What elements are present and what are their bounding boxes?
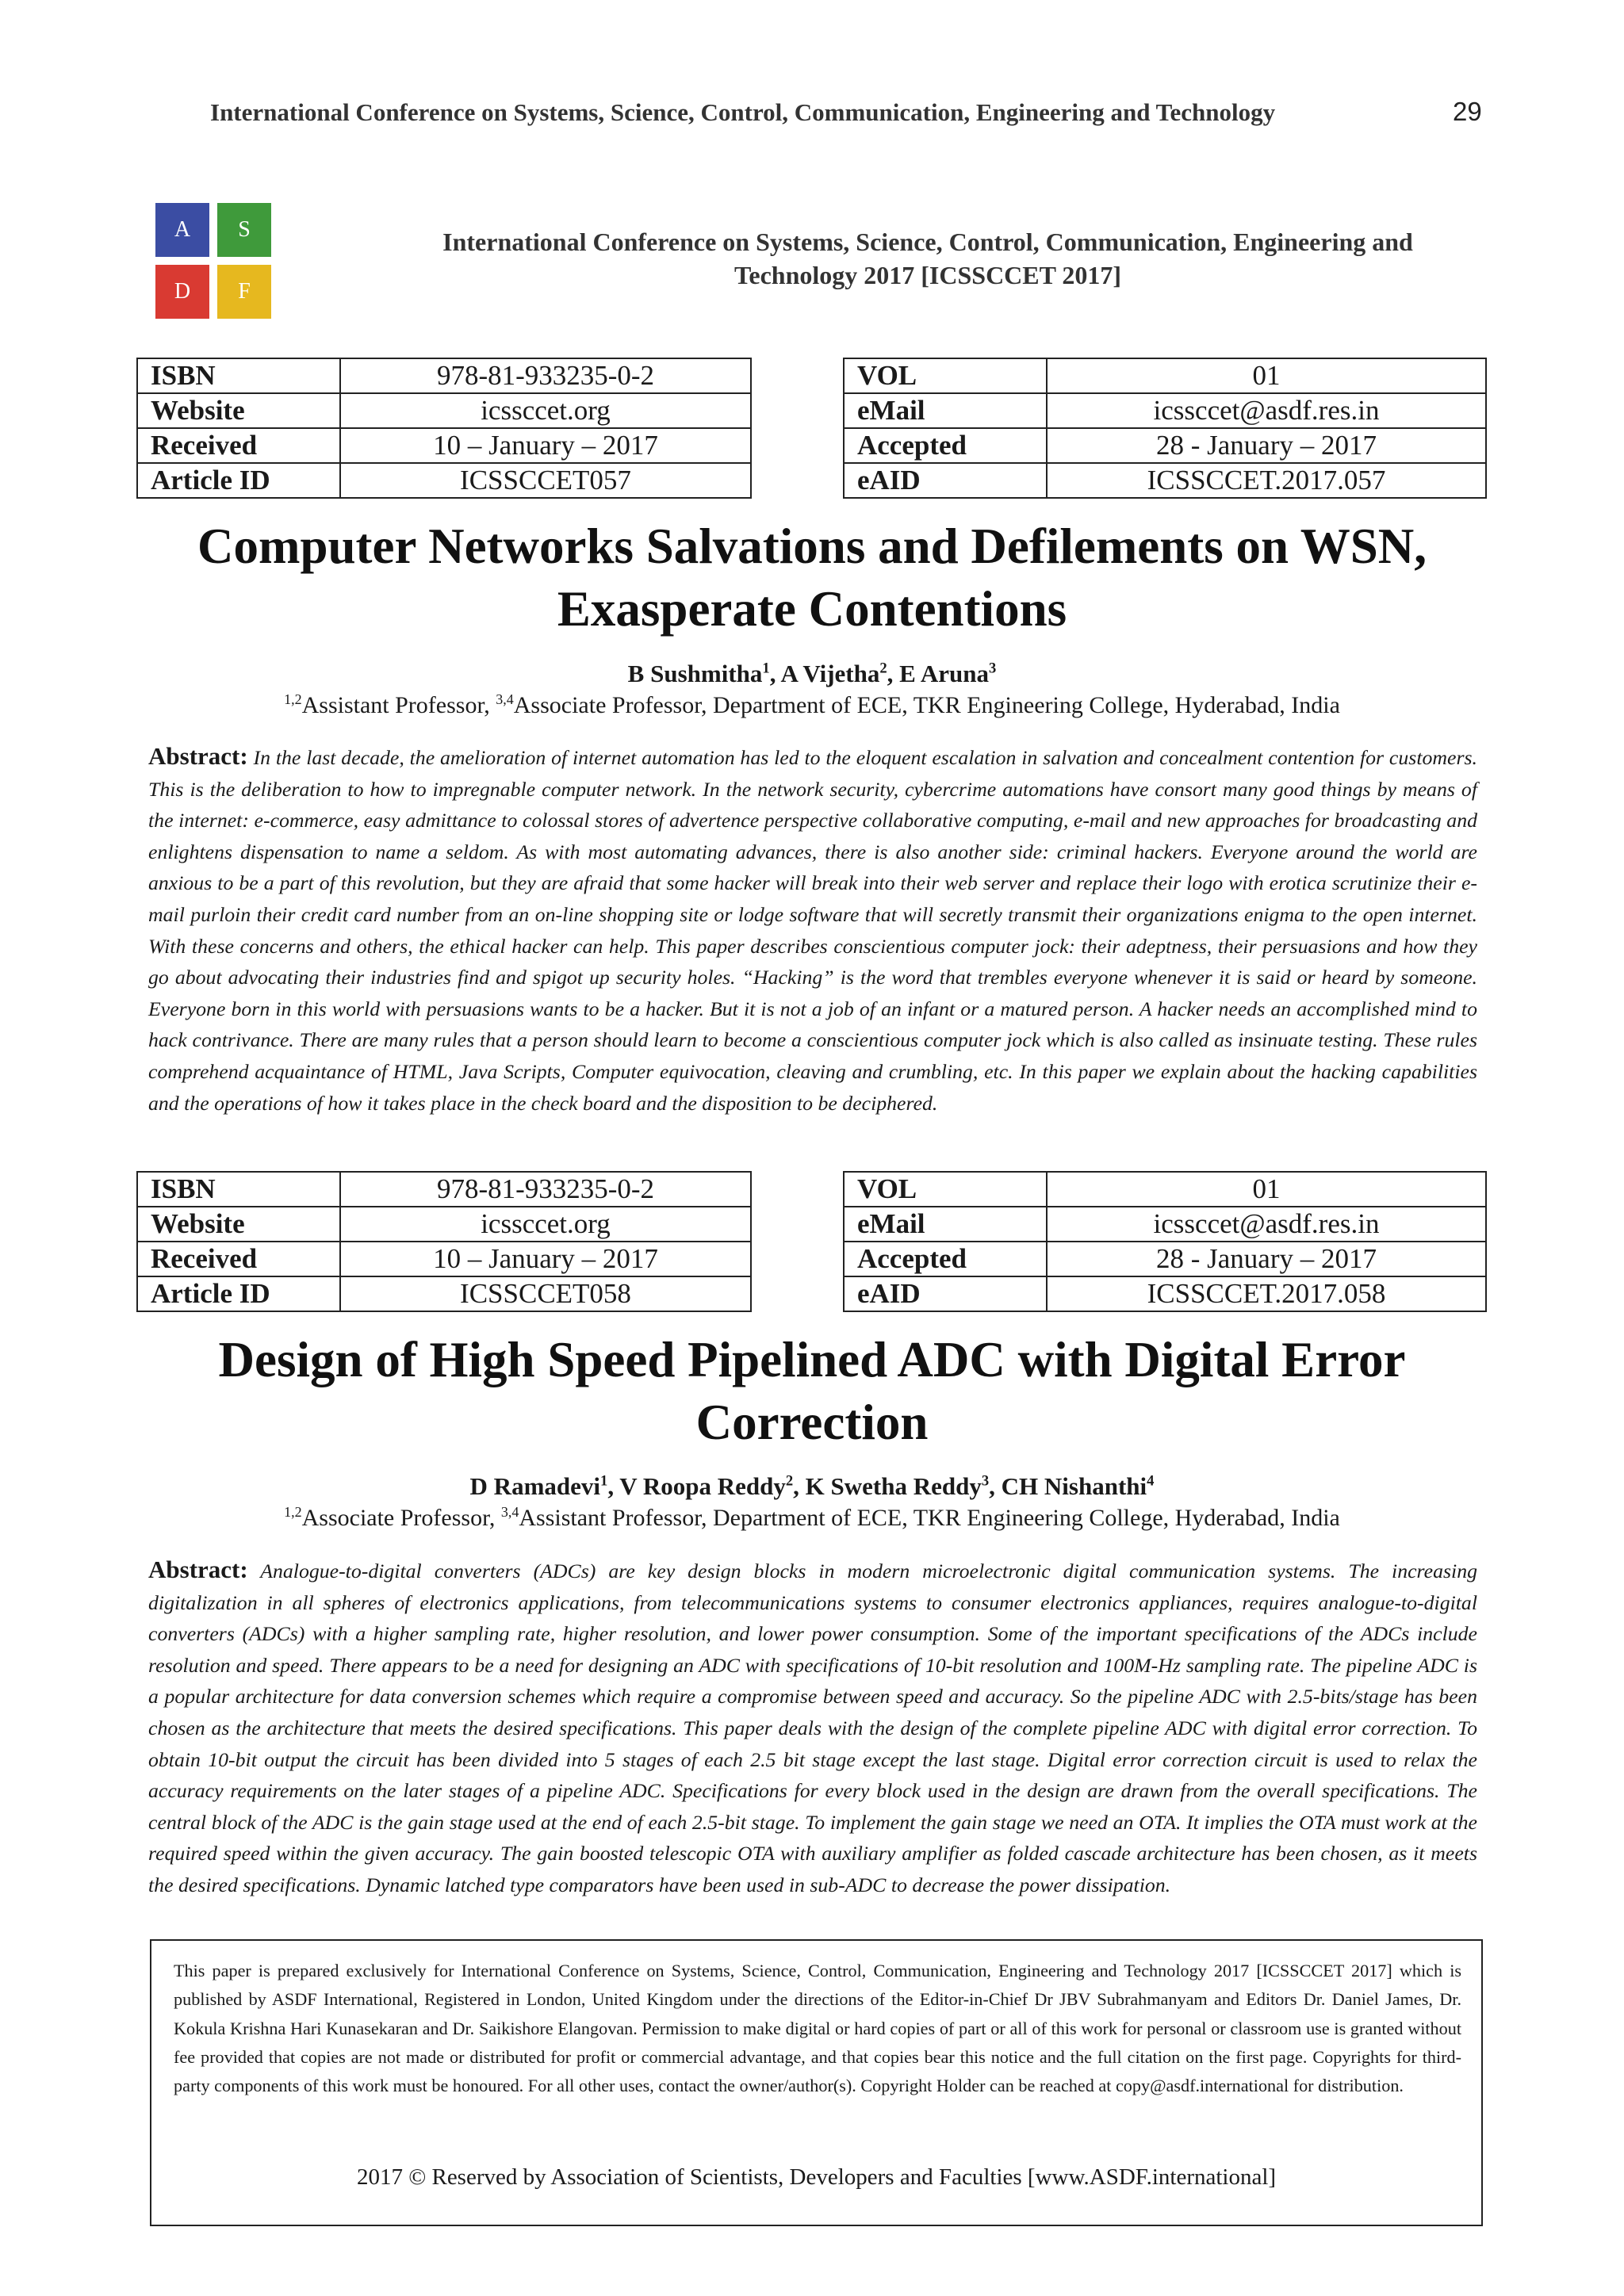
meta-value: 28 - January – 2017 [1047,428,1486,463]
abstract-label: Abstract: [148,742,248,770]
logo-square-s: S [217,203,271,257]
abstract-text: In the last decade, the amelioration of internet automation has led to the eloquent escalation in salvation and concealment contention for customers. This is the deliberation to how to impregnable computer network. In the network security, cybercrime automations have consort many good things by means of the internet: e-commerce, easy admittance to colossal stores of advertence perspective collaborative computing, e-mail and new approaches for broadcasting and enlightens dispensation to name a seldom. As with most automating advances, there is also another side: criminal hackers. Everyone around the world are anxious to be a part of this revolution, but they are afraid that some hacker will break into their web server and replace their logo with erotica scrutinize their e-mail purloin their credit card number from an on-line shopping site or lodge software that will secretly transmit their organizations enigma to the open internet. With these concerns and others, the ethical hacker can help. This paper describes conscientious computer jock: their adeptness, their persuasions and how they go about advocating their industries find and spigot up security holes. “Hacking” is the word that trembles everyone whenever it is said or heard by someone. Everyone born in this world with persuasions wants to be a hacker. But it is not a job of an infant or a matured person. A hacker needs an accomplished mind to hack contrivance. There are many rules that a person should learn to become a conscientious computer jock which is also called as insinuate testing. These rules comprehend acquaintance of HTML, Java Scripts, Computer equivocation, cleaving and crumbling, etc. In this paper we explain about the hacking capabilities and the operations of how it takes place in the check board and the disposition to be deciphered. [148,746,1477,1115]
meta-value: ICSSCCET057 [340,463,751,498]
author-sup: 4 [1147,1472,1155,1490]
meta-value: 10 – January – 2017 [340,428,751,463]
paper2-authors: D Ramadevi$^1$, V Roopa Reddy$^2$, K Swetha Reddy$^3$, CH Nishanthi$^4$ [469,1472,1155,1500]
table-row [844,463,1486,498]
table-row [137,463,751,498]
table-row [137,393,751,428]
meta-value: 28 - January – 2017 [1047,1242,1486,1276]
meta-value: 978-81-933235-0-2 [340,1172,751,1207]
logo-square-d: D [155,265,209,319]
meta-value: icssccet.org [340,1207,751,1242]
paper2-meta-right-table [843,1171,1487,1312]
author-name: V Roopa Reddy [619,1472,786,1500]
paper1-authors: B Sushmitha$^1$, A Vijetha$^2$, E Aruna$^3$ [627,660,997,687]
paper1-affiliation: $^{1,2}$Assistant Professor, $^{3,4}$Associate Professor, Department of ECE, TKR Engineering College, Hyderabad, India [284,691,1340,718]
meta-key: Website [137,393,340,428]
paper2-title-line2: Correction [695,1395,929,1450]
author-name: CH Nishanthi [1001,1472,1147,1500]
author-name: K Swetha Reddy [805,1472,982,1500]
meta-key: Accepted [844,1242,1047,1276]
meta-key: ISBN [137,1172,340,1207]
paper2-title [111,1329,1513,1454]
paper1-title-line1: Computer Networks Salvations and Defilements on WSN, [197,519,1427,574]
author-sup: 2 [785,1472,794,1490]
table-row [137,1276,751,1311]
table-row [137,1207,751,1242]
paper2-abstract [148,1554,1477,1901]
meta-key: eMail [844,1207,1047,1242]
meta-key: ISBN [137,358,340,393]
table-row [137,1242,751,1276]
paper2-affiliation: $^{1,2}$Associate Professor, $^{3,4}$Assistant Professor, Department of ECE, TKR Engineering College, Hyderabad, India [284,1504,1340,1531]
page-number: 29 [1453,97,1482,126]
table-row [844,358,1486,393]
meta-key: VOL [844,358,1047,393]
paper2-title-line1: Design of High Speed Pipelined ADC with Digital Error [218,1332,1406,1387]
table-row [844,1242,1486,1276]
conference-title [381,225,1475,292]
table-row [844,393,1486,428]
table-row [844,428,1486,463]
meta-value: 10 – January – 2017 [340,1242,751,1276]
meta-key: eAID [844,1276,1047,1311]
paper1-title [111,515,1513,641]
conference-title-line1: International Conference on Systems, Science, Control, Communication, Engineering and [442,228,1413,256]
footer-notice-box [150,1939,1483,2226]
meta-value: icssccet@asdf.res.in [1047,1207,1486,1242]
meta-key: Website [137,1207,340,1242]
meta-value: icssccet@asdf.res.in [1047,393,1486,428]
meta-key: Accepted [844,428,1047,463]
meta-key: eAID [844,463,1047,498]
table-row [137,358,751,393]
abstract-text: Analogue-to-digital converters (ADCs) are key design blocks in modern microelectronic digital communication systems. The increasing digitalization in all spheres of electronics applications, from telecommunications systems to consumer electronics appliances, requires analogue-to-digital converters (ADCs) with a higher sampling rate, higher resolution, and lower power consumption. Some of the important specifications of the ADCs include resolution and speed. There appears to be a need for designing an ADC with specifications of 10-bit resolution and 100M-Hz sampling rate. The pipeline ADC is a popular architecture for data conversion schemes which require a compromise between speed and accuracy. So the pipeline ADC with 2.5-bits/stage has been chosen as the architecture that meets the desired specifications. This paper deals with the design of the complete pipeline ADC with digital error correction. To obtain 10-bit output the circuit has been divided into 5 stages of each 2.5 bit stage except the last stage. Digital error correction circuit is used to relax the accuracy requirements on the later stages of a pipeline ADC. Specifications for every block used in the design are drawn from the overall specifications. The central block of the ADC is the gain stage used at the end of each 2.5-bit stage. To implement the gain stage we need an OTA. It implies the OTA must work at the required speed within the given accuracy. The gain boosted telescopic OTA with auxiliary amplifier as folded cascade architecture has been chosen, as it meets the desired specifications. Dynamic latched type comparators have been used in sub-ADC to decrease the power dissipation. [148,1559,1477,1896]
paper1-abstract [148,740,1477,1119]
logo-square-a: A [155,203,209,257]
author-name: A Vijetha [780,660,880,687]
meta-value: ICSSCCET058 [340,1276,751,1311]
abstract-label: Abstract: [148,1556,248,1583]
author-sup: 2 [879,660,887,677]
footer-notice: This paper is prepared exclusively for International Conference on Systems, Science, Control, Communication, Engineering and Technology 2017 [ICSSCCET 2017] which is published by ASDF International, Registered in London, United Kingdom under the directions of the Editor-in-Chief Dr JBV Subrahmanyam and Editors Dr. Daniel James, Dr. Kokula Krishna Hari Kunasekaran and Dr. Saikishore Elangovan. Permission to make digital or hard copies of part or all of this work for personal or classroom use is granted without fee provided that copies are not made or distributed for profit or commercial advantage, and that copies bear this notice and the full citation on the first page. Copyrights for third-party components of this work must be honoured. For all other uses, contact the owner/author(s). Copyright Holder can be reached at copy@asdf.international for distribution. [174,1961,1461,2096]
meta-key: VOL [844,1172,1047,1207]
meta-value: ICSSCCET.2017.058 [1047,1276,1486,1311]
meta-value: 978-81-933235-0-2 [340,358,751,393]
table-row [844,1276,1486,1311]
meta-key: Article ID [137,1276,340,1311]
author-name: D Ramadevi [469,1472,601,1500]
meta-key: Received [137,428,340,463]
table-row [137,428,751,463]
paper1-meta-right-table [843,358,1487,499]
paper2-meta-left-table [136,1171,752,1312]
author-sup: 1 [600,1472,608,1490]
table-row [137,1172,751,1207]
paper1-meta-left-table [136,358,752,499]
meta-value: 01 [1047,1172,1486,1207]
table-row [844,1207,1486,1242]
running-header: International Conference on Systems, Science, Control, Communication, Engineering and Technology [210,98,1276,126]
author-sup: 3 [989,660,997,677]
author-sup: 1 [762,660,770,677]
asdf-logo [155,203,273,319]
meta-key: Received [137,1242,340,1276]
author-name: E Aruna [899,660,990,687]
paper1-title-line2: Exasperate Contentions [557,581,1067,637]
meta-value: icssccet.org [340,393,751,428]
meta-value: ICSSCCET.2017.057 [1047,463,1486,498]
author-name: B Sushmitha [627,660,763,687]
meta-key: eMail [844,393,1047,428]
author-sup: 3 [981,1472,990,1490]
footer-copyright: 2017 © Reserved by Association of Scientists, Developers and Faculties [www.ASDF.international] [356,2164,1277,2190]
logo-square-f: F [217,265,271,319]
conference-title-line2: Technology 2017 [ICSSCCET 2017] [733,261,1122,289]
meta-value: 01 [1047,358,1486,393]
meta-key: Article ID [137,463,340,498]
table-row [844,1172,1486,1207]
